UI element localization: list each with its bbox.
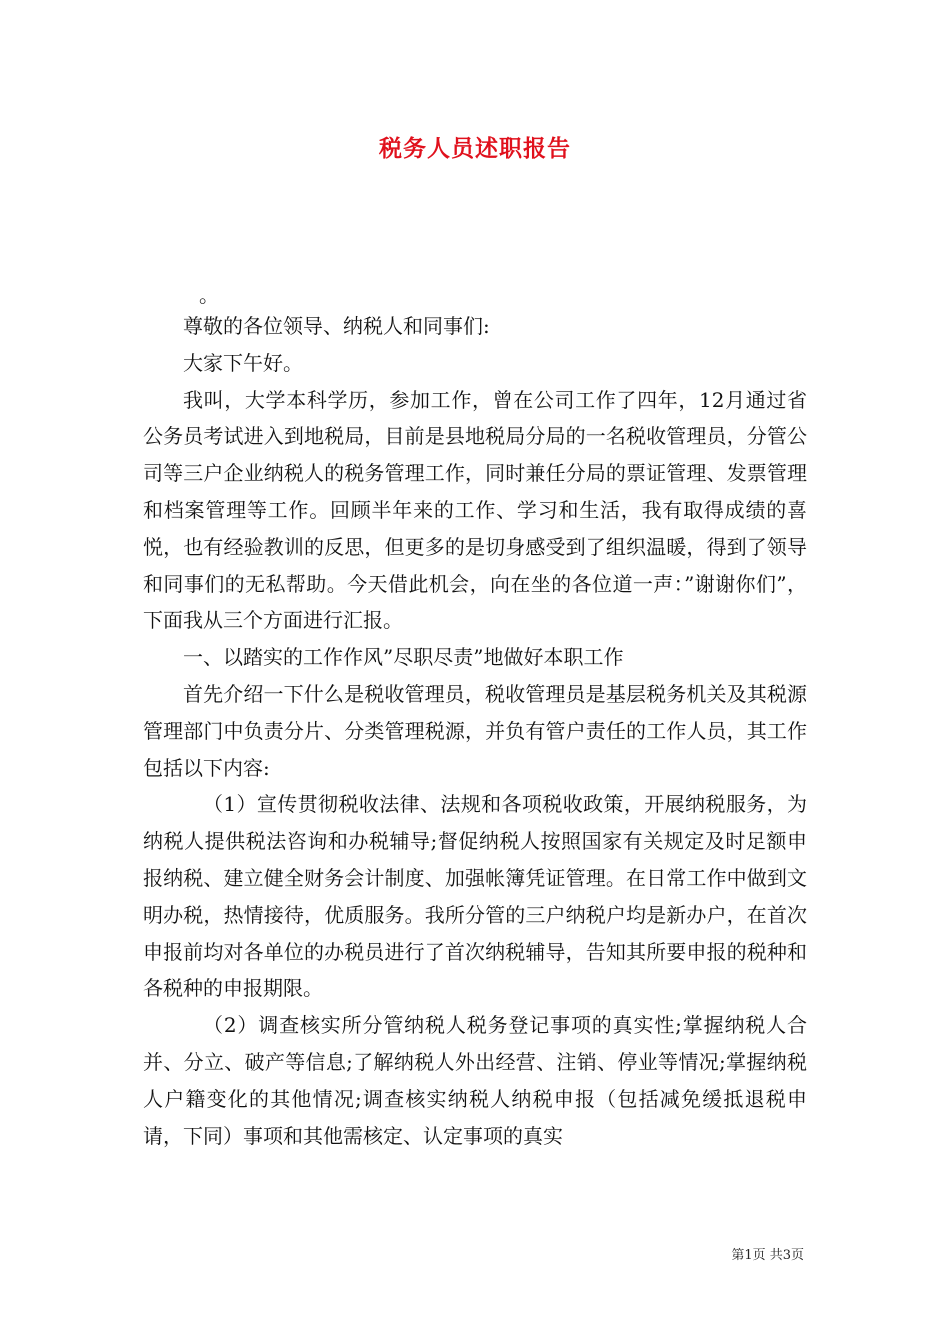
stray-mark: 。 [199,283,219,307]
page-title: 税务人员述职报告 [379,135,571,162]
page-number-footer: 第1页 共3页 [731,1248,804,1263]
section-heading-1: 一、以踏实的工作作风”尽职尽责”地做好本职工作 [183,645,624,670]
list-item-1: （1）宣传贯彻税收法律、法规和各项税收政策，开展纳税服务，为纳税人提供税法咨询和办税辅导;督促纳税人按照国家有关规定及时足额申报纳税、建立健全财务会计制度、加强帐簿凭证管理。在日常工作中做到文明办税，热情接待，优质服务。我所分管的三户纳税户均是新办户，在首次申报前均对各单位的办税员进行了首次纳税辅导，告知其所要申报的税种和各税种的申报期限。 [143,792,807,1001]
document-body [143,282,807,1154]
paragraph-greeting: 尊敬的各位领导、纳税人和同事们: [183,314,490,338]
paragraph-hello: 大家下午好。 [183,350,303,375]
paragraph-definition: 首先介绍一下什么是税收管理员，税收管理员是基层税务机关及其税源管理部门中负责分片、分类管理税源，并负有管户责任的工作人员，其工作包括以下内容: [143,681,807,780]
list-item-2: （2）调查核实所分管纳税人税务登记事项的真实性;掌握纳税人合并、分立、破产等信息;了解纳税人外出经营、注销、停业等情况;掌握纳税人户籍变化的其他情况;调查核实纳税人纳税申报（包括减免缓抵退税申请，下同）事项和其他需核定、认定事项的真实 [143,1013,807,1148]
paragraph-intro: 我叫，大学本科学历，参加工作，曾在公司工作了四年，12月通过省公务员考试进入到地税局，目前是县地税局分局的一名税收管理员，分管公司等三户企业纳税人的税务管理工作，同时兼任分局的票证管理、发票管理和档案管理等工作。回顾半年来的工作、学习和生活，我有取得成绩的喜悦，也有经验教训的反思，但更多的是切身感受到了组织温暖，得到了领导和同事们的无私帮助。今天借此机会，向在坐的各位道一声：”谢谢你们”，下面我从三个方面进行汇报。 [143,387,807,633]
